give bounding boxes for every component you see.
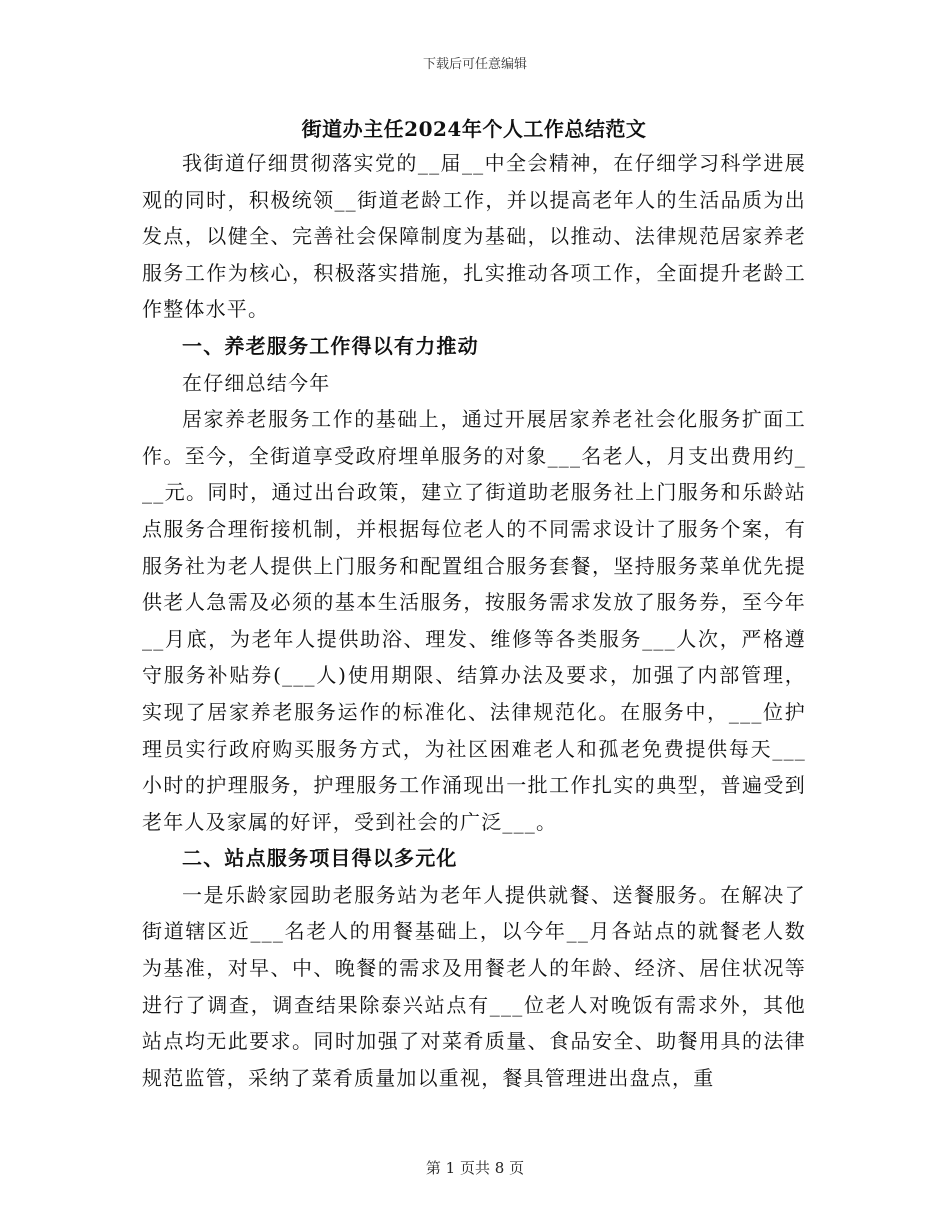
document-title: 街道办主任2024年个人工作总结范文 <box>301 117 647 141</box>
paragraph-meal-service: 一是乐龄家园助老服务站为老年人提供就餐、送餐服务。在解决了街道辖区近___名老人的用餐基础上，以今年__月各站点的就餐老人数为基准，对早、中、晚餐的需求及用餐老人的年龄、经济、居住状况等进行了调查，调查结果除泰兴站点有___位老人对晚饭有需求外，其他站点均无此要求。同时加强了对菜肴质量、食品安全、助餐用具的法律规范监管，采纳了菜肴质量加以重视，餐具管理进出盘点，重 <box>142 882 806 1090</box>
paragraph-home-care: 居家养老服务工作的基础上，通过开展居家养老社会化服务扩面工作。至今，全街道享受政府埋单服务的对象___名老人，月支出费用约___元。同时，通过出台政策，建立了街道助老服务社上门服务和乐龄站点服务合理衔接机制，并根据每位老人的不同需求设计了服务个案，有服务社为老人提供上门服务和配置组合服务套餐，坚持服务菜单优先提供老人急需及必须的基本生活服务，按服务需求发放了服务券，至今年__月底，为老年人提供助浴、理发、维修等各类服务___人次，严格遵守服务补贴券(___人)使用期限、结算办法及要求，加强了内部管理，实现了居家养老服务运作的标准化、法律规范化。在服务中，___位护理员实行政府购买服务方式，为社区困难老人和孤老免费提供每天___小时的护理服务，护理服务工作涌现出一批工作扎实的典型，普遍受到老年人及家属的好评，受到社会的广泛___。 <box>142 407 806 834</box>
section-heading-1: 一、养老服务工作得以有力推动 <box>182 333 479 358</box>
document-body <box>142 113 806 1096</box>
page-footer: 第 1 页共 8 页 <box>425 1159 525 1177</box>
paragraph-summary-lead: 在仔细总结今年 <box>182 370 331 395</box>
paragraph-intro: 我街道仔细贯彻落实党的__届__中全会精神，在仔细学习科学进展观的同时，积极统领__街道老龄工作，并以提高老年人的生活品质为出发点，以健全、完善社会保障制度为基础，以推动、法律规范居家养老服务工作为核心，积极落实措施，扎实推动各项工作，全面提升老龄工作整体水平。 <box>142 151 806 322</box>
section-heading-2: 二、站点服务项目得以多元化 <box>182 846 458 871</box>
page-header-note: 下载后可任意编辑 <box>422 57 527 72</box>
